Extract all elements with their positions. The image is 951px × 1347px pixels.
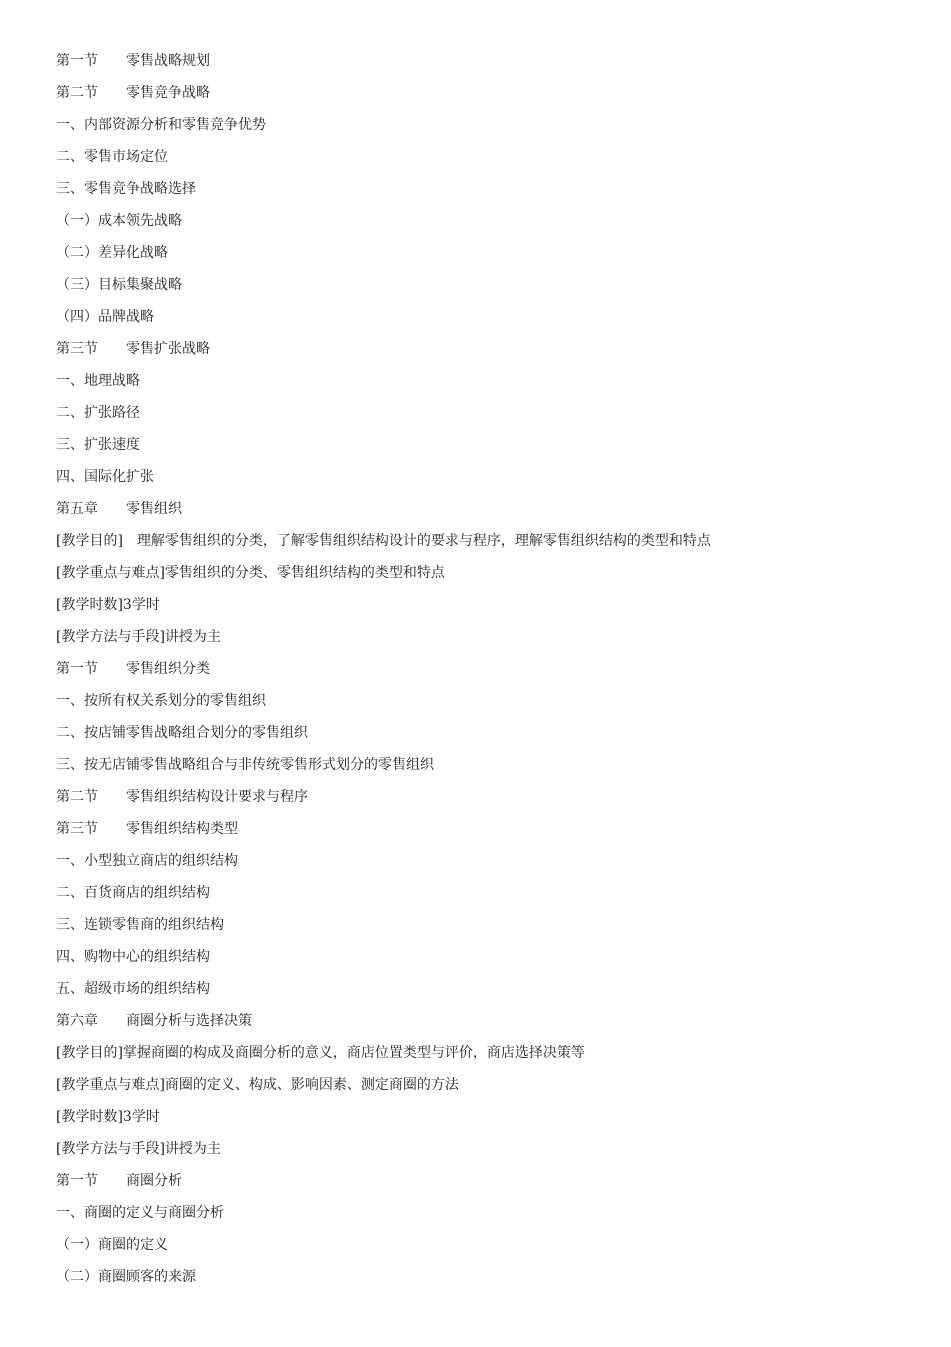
list-item: 三、零售竞争战略选择 <box>56 181 196 197</box>
list-item: 五、超级市场的组织结构 <box>56 981 210 997</box>
teaching-methods: [教学方法与手段]讲授为主 <box>56 1141 221 1157</box>
sub-list-item: （三）目标集聚战略 <box>56 277 182 293</box>
chapter-heading: 第五章 零售组织 <box>56 501 182 517</box>
sub-list-item: （四）品牌战略 <box>56 309 154 325</box>
list-item: 一、小型独立商店的组织结构 <box>56 853 238 869</box>
section-heading: 第三节 零售组织结构类型 <box>56 821 238 837</box>
list-item: 一、内部资源分析和零售竞争优势 <box>56 117 266 133</box>
sub-list-item: （二）差异化战略 <box>56 245 168 261</box>
sub-list-item: （一）商圈的定义 <box>56 1237 168 1253</box>
list-item: 二、扩张路径 <box>56 405 140 421</box>
teaching-hours: [教学时数]3学时 <box>56 1109 160 1125</box>
teaching-methods: [教学方法与手段]讲授为主 <box>56 629 221 645</box>
section-heading: 第二节 零售竞争战略 <box>56 85 210 101</box>
section-heading: 第一节 零售战略规划 <box>56 53 210 69</box>
list-item: 三、扩张速度 <box>56 437 140 453</box>
teaching-key-points: [教学重点与难点]零售组织的分类、零售组织结构的类型和特点 <box>56 565 445 581</box>
teaching-purpose: [教学目的] 理解零售组织的分类，了解零售组织结构设计的要求与程序，理解零售组织结构的类型和特点 <box>56 533 711 549</box>
teaching-key-points: [教学重点与难点]商圈的定义、构成、影响因素、测定商圈的方法 <box>56 1077 459 1093</box>
teaching-hours: [教学时数]3学时 <box>56 597 160 613</box>
list-item: 四、购物中心的组织结构 <box>56 949 210 965</box>
list-item: 四、国际化扩张 <box>56 469 154 485</box>
sub-list-item: （一）成本领先战略 <box>56 213 182 229</box>
list-item: 三、按无店铺零售战略组合与非传统零售形式划分的零售组织 <box>56 757 434 773</box>
chapter-heading: 第六章 商圈分析与选择决策 <box>56 1013 252 1029</box>
teaching-purpose: [教学目的]掌握商圈的构成及商圈分析的意义，商店位置类型与评价，商店选择决策等 <box>56 1045 585 1061</box>
section-heading: 第二节 零售组织结构设计要求与程序 <box>56 789 308 805</box>
document-body <box>56 50 916 1298</box>
section-heading: 第一节 商圈分析 <box>56 1173 182 1189</box>
list-item: 二、按店铺零售战略组合划分的零售组织 <box>56 725 308 741</box>
list-item: 一、按所有权关系划分的零售组织 <box>56 693 266 709</box>
list-item: 一、地理战略 <box>56 373 140 389</box>
section-heading: 第一节 零售组织分类 <box>56 661 210 677</box>
list-item: 二、零售市场定位 <box>56 149 168 165</box>
list-item: 二、百货商店的组织结构 <box>56 885 210 901</box>
list-item: 三、连锁零售商的组织结构 <box>56 917 224 933</box>
sub-list-item: （二）商圈顾客的来源 <box>56 1269 196 1285</box>
list-item: 一、商圈的定义与商圈分析 <box>56 1205 224 1221</box>
section-heading: 第三节 零售扩张战略 <box>56 341 210 357</box>
